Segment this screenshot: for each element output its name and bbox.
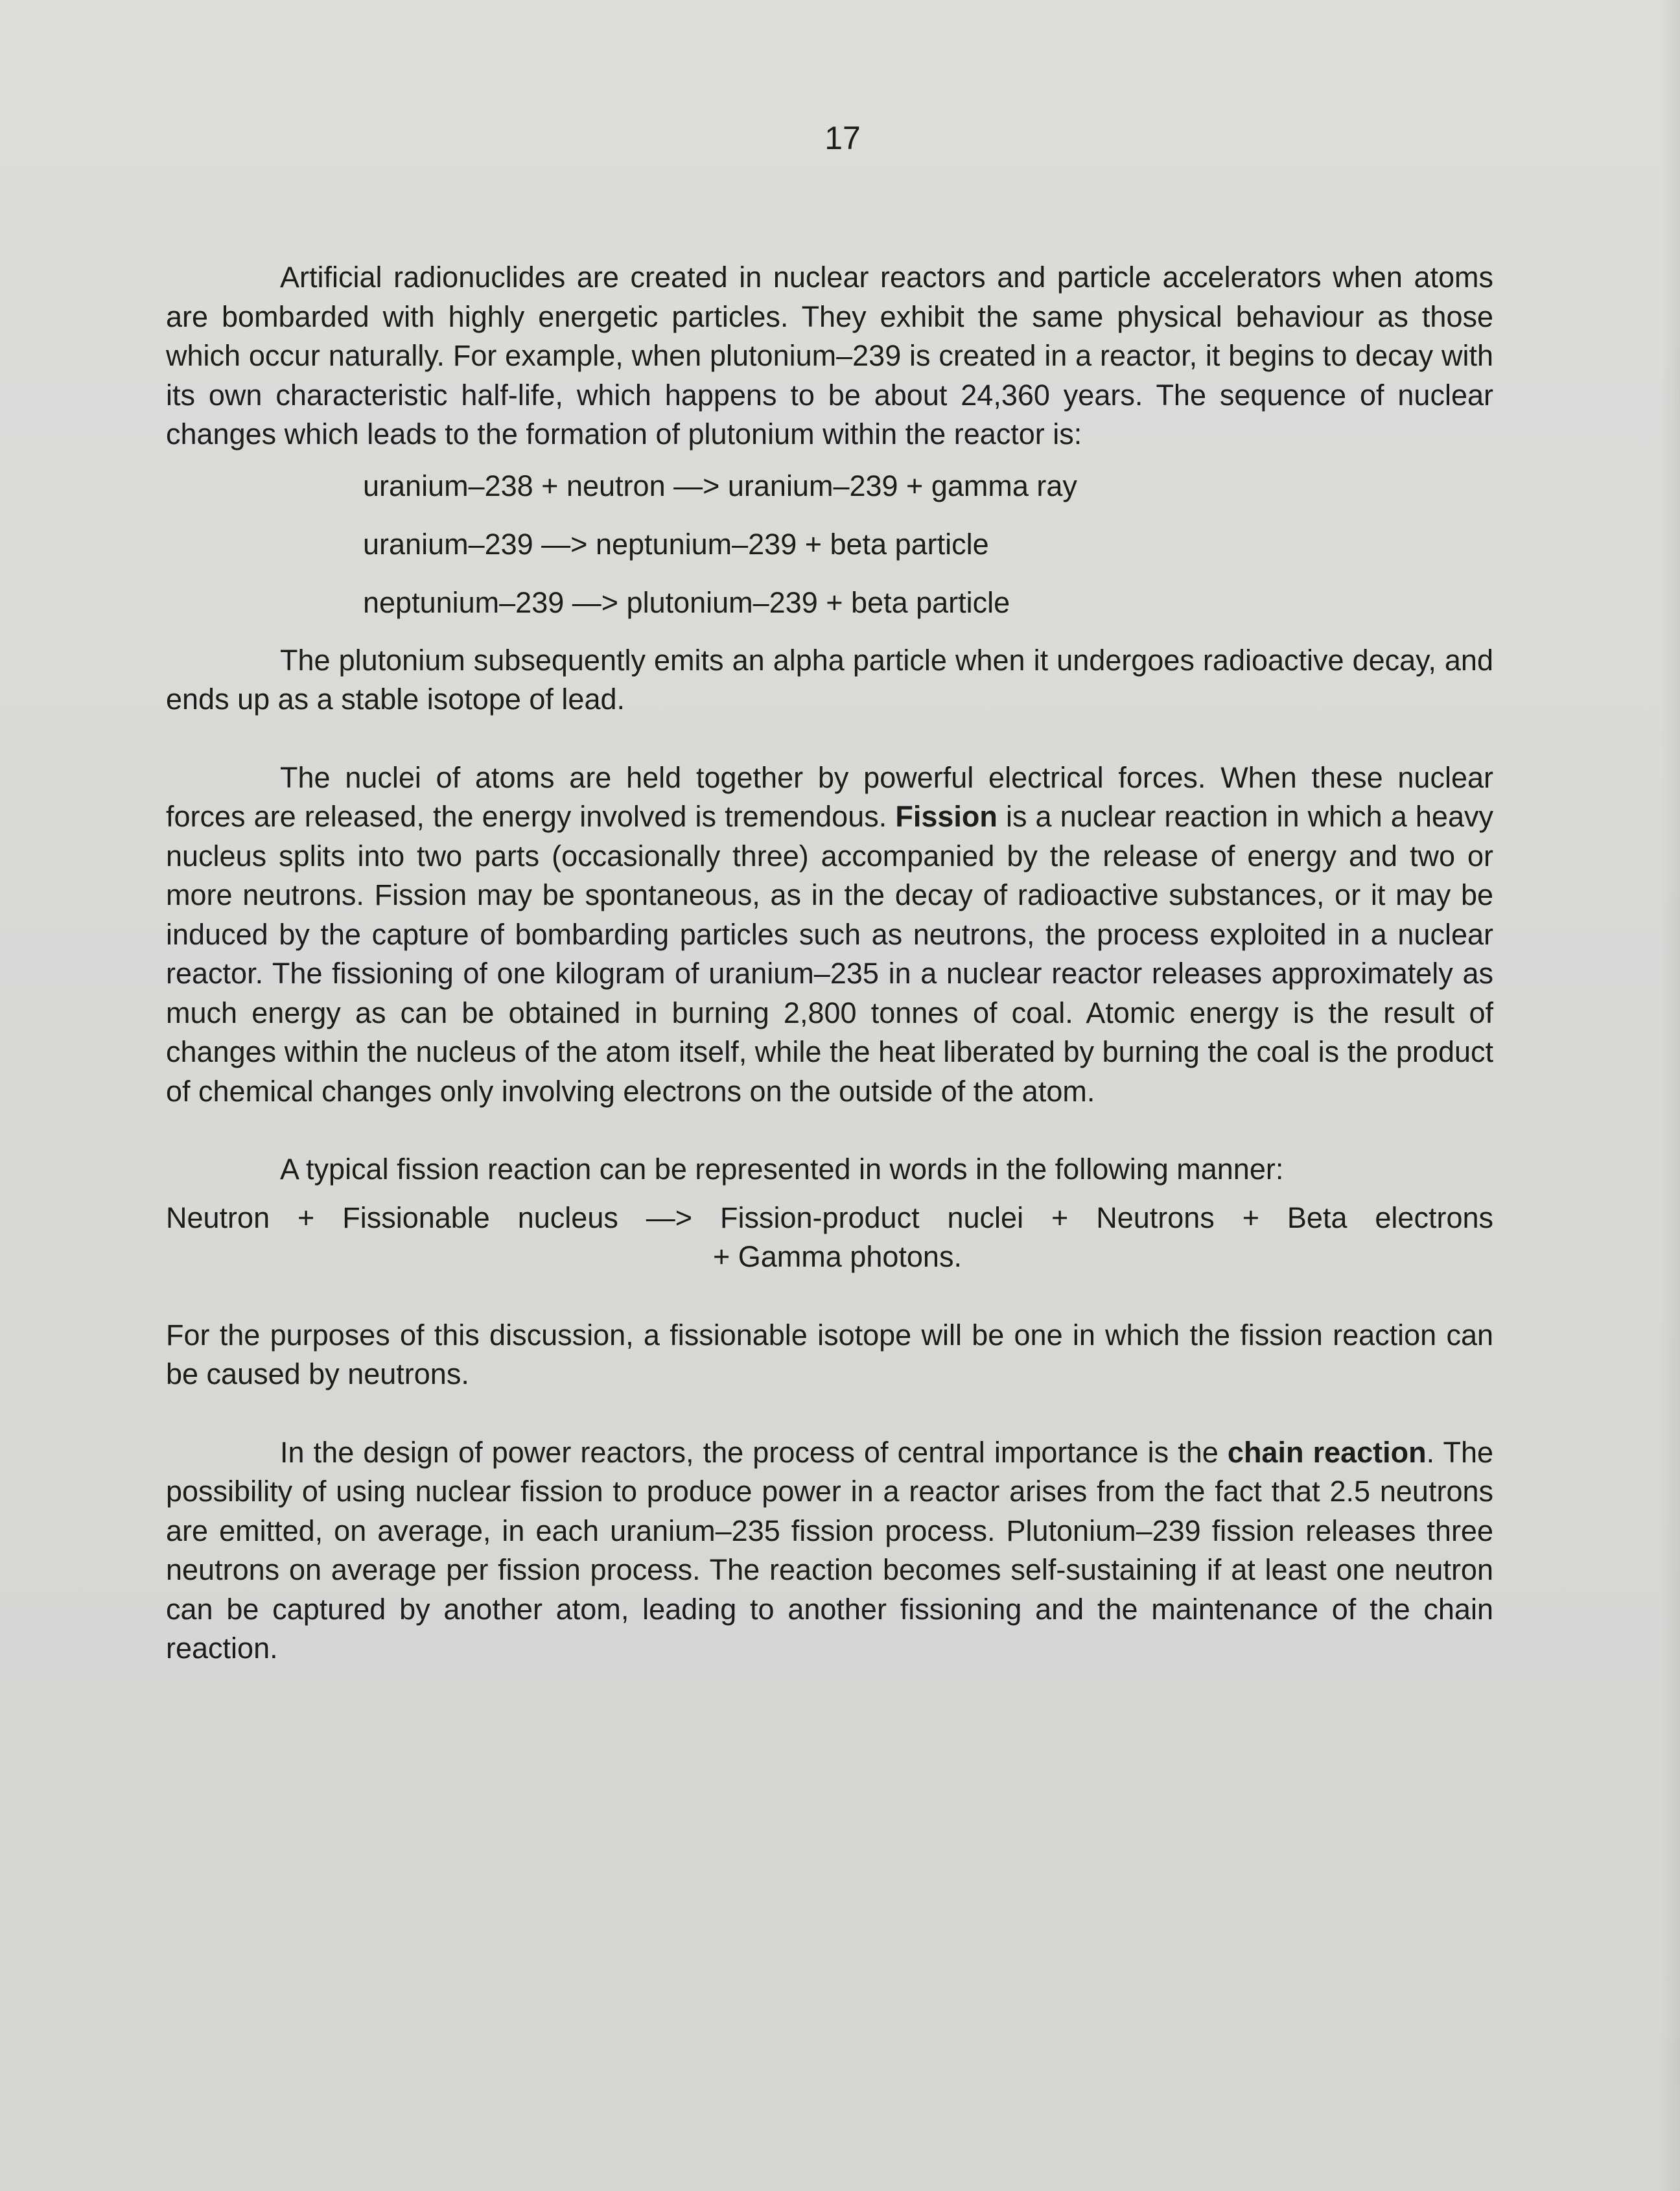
paragraph-plutonium-decay: The plutonium subsequently emits an alpha particle when it undergoes radioactive decay, and ends up as a stable isotope of lead. (166, 643, 1493, 716)
paragraph-artificial-radionuclides: Artificial radionuclides are created in nuclear reactors and particle accelerators when atoms are bombarded with highly energetic particles. They exhibit the same physical behaviour as those which occur naturally. For example, when plutonium–239 is created in a reactor, it begins to decay with its own characteristic half-life, which happens to be about 24,360 years. The sequence of nuclear changes which leads to the formation of plutonium within the reactor is: (166, 261, 1493, 451)
fission-term: Fission (895, 800, 998, 833)
paragraph-fission (166, 758, 1493, 1112)
paragraph-chain-reaction (166, 1433, 1493, 1669)
fission-reaction-line1: Neutron + Fissionable nucleus —> Fission-product nuclei + Neutrons + Beta electrons (166, 1201, 1493, 1234)
fission-text-before: The nuclei of atoms are held together by powerful electrical forces. When these nuclear forces are released, the energy involved is tremendous. (166, 760, 1493, 833)
equation-uranium-239: uranium–239 —> neptunium–239 + beta particle (363, 527, 989, 561)
page-number: 17 (824, 120, 861, 156)
chain-text-after: . The possibility of using nuclear fission to produce power in a reactor arises from the fact that 2.5 neutrons are emitted, on average, in each uranium–235 fission process. Plutonium–239 fission releases three neutrons on average per fission process. The reaction becomes self-sustaining if at least one neutron can be captured by another atom, leading to another fissioning and the maintenance of the chain reaction. (166, 1435, 1494, 1665)
paragraph-typical-reaction: A typical fission reaction can be represented in words in the following manner: (280, 1153, 1284, 1186)
chain-text-before: In the design of power reactors, the process of central importance is the (280, 1435, 1228, 1469)
equation-uranium-238: uranium–238 + neutron —> uranium–239 + gamma ray (363, 469, 1077, 502)
equation-neptunium-239: neptunium–239 —> plutonium–239 + beta particle (363, 585, 1010, 619)
page-edge-shadow (1661, 0, 1680, 2191)
fission-text-after: is a nuclear reaction in which a heavy nucleus splits into two parts (occasionally three) accompanied by the release of energy and two or more neutrons. Fission may be spontaneous, as in the decay of radioactive substances, or it may be induced by the capture of bombarding particles such as neutrons, the process exploited in a nuclear reactor. The fissioning of one kilogram of uranium–235 in a nuclear reactor releases approximately as much energy as can be obtained in burning 2,800 tonnes of coal. Atomic energy is the result of changes within the nucleus of the atom itself, while the heat liberated by burning the coal is the product of chemical changes only involving electrons on the outside of the atom. (166, 800, 1493, 1108)
fission-reaction-line2: + Gamma photons. (713, 1240, 962, 1273)
document-body (166, 258, 1493, 1669)
paragraph-fissionable-definition: For the purposes of this discussion, a fissionable isotope will be one in which the fission reaction can be caused by neutrons. (166, 1318, 1493, 1390)
chain-reaction-term: chain reaction (1227, 1435, 1427, 1469)
